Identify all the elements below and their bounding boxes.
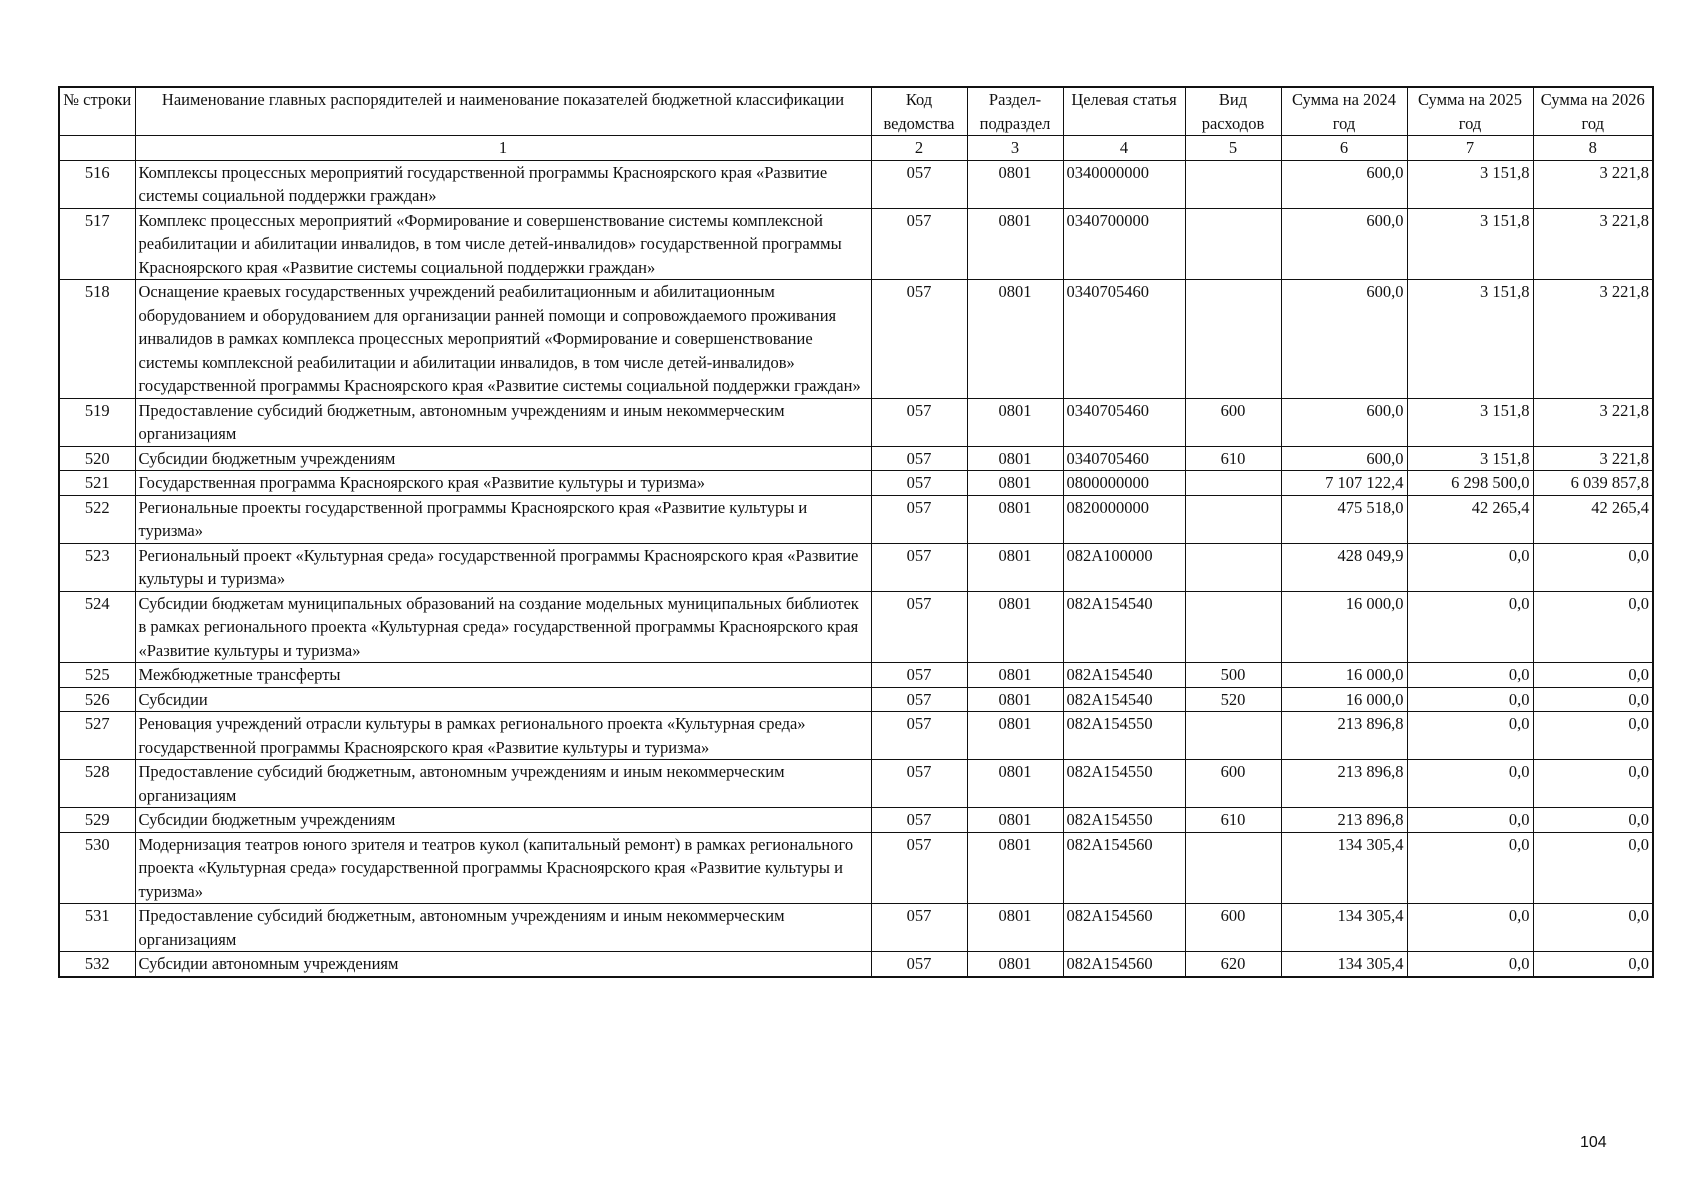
expense-type-cell xyxy=(1185,543,1281,591)
sum-2024-cell: 600,0 xyxy=(1281,446,1407,471)
sum-2025-cell: 3 151,8 xyxy=(1407,446,1533,471)
section-cell: 0801 xyxy=(967,952,1063,977)
sum-2026-cell: 42 265,4 xyxy=(1533,495,1653,543)
sum-2026-cell: 6 039 857,8 xyxy=(1533,471,1653,496)
sum-2025-cell: 0,0 xyxy=(1407,952,1533,977)
name-cell: Оснащение краевых государственных учреждений реабилитационным и абилитационным оборудованием и оборудованием для организации ранней помощи и сопровождаемого проживания инвалидов в рамках комплекса процессных мероприятий «Формирование и совершенствование системы комплексной реабилитации и абилитации инвалидов, в том числе детей-инвалидов» государственной программы Красноярского края «Развитие системы социальной поддержки граждан» xyxy=(135,280,871,399)
row-number-cell: 520 xyxy=(59,446,135,471)
department-code-cell: 057 xyxy=(871,712,967,760)
name-cell: Предоставление субсидий бюджетным, автономным учреждениям и иным некоммерческим организациям xyxy=(135,398,871,446)
table-row xyxy=(59,687,1653,712)
expense-type-cell xyxy=(1185,160,1281,208)
target-article-cell: 0340705460 xyxy=(1063,446,1185,471)
sum-2024-cell: 213 896,8 xyxy=(1281,712,1407,760)
sum-2026-cell: 0,0 xyxy=(1533,687,1653,712)
table-header-row xyxy=(59,87,1653,136)
department-code-cell: 057 xyxy=(871,663,967,688)
row-number-cell: 526 xyxy=(59,687,135,712)
name-cell: Субсидии автономным учреждениям xyxy=(135,952,871,977)
section-cell: 0801 xyxy=(967,446,1063,471)
department-code-cell: 057 xyxy=(871,160,967,208)
column-number-row xyxy=(59,136,1653,161)
name-cell: Государственная программа Красноярского края «Развитие культуры и туризма» xyxy=(135,471,871,496)
expense-type-cell xyxy=(1185,208,1281,280)
name-cell: Субсидии бюджетным учреждениям xyxy=(135,808,871,833)
column-number: 6 xyxy=(1281,136,1407,161)
column-number: 7 xyxy=(1407,136,1533,161)
sum-2024-cell: 213 896,8 xyxy=(1281,808,1407,833)
target-article-cell: 082A154540 xyxy=(1063,591,1185,663)
sum-2025-cell: 0,0 xyxy=(1407,760,1533,808)
expense-type-cell xyxy=(1185,495,1281,543)
table-row xyxy=(59,398,1653,446)
target-article-cell: 0340705460 xyxy=(1063,398,1185,446)
table-row xyxy=(59,208,1653,280)
table-body xyxy=(59,160,1653,977)
sum-2024-cell: 134 305,4 xyxy=(1281,952,1407,977)
target-article-cell: 082A154560 xyxy=(1063,832,1185,904)
department-code-cell: 057 xyxy=(871,952,967,977)
section-cell: 0801 xyxy=(967,760,1063,808)
row-number-cell: 531 xyxy=(59,904,135,952)
expense-type-cell: 600 xyxy=(1185,760,1281,808)
section-cell: 0801 xyxy=(967,398,1063,446)
table-row xyxy=(59,446,1653,471)
sum-2025-cell: 0,0 xyxy=(1407,543,1533,591)
sum-2024-cell: 134 305,4 xyxy=(1281,832,1407,904)
row-number-cell: 530 xyxy=(59,832,135,904)
department-code-cell: 057 xyxy=(871,808,967,833)
sum-2025-cell: 0,0 xyxy=(1407,591,1533,663)
name-cell: Комплексы процессных мероприятий государственной программы Красноярского края «Развитие системы социальной поддержки граждан» xyxy=(135,160,871,208)
target-article-cell: 082A154550 xyxy=(1063,760,1185,808)
expense-type-cell: 620 xyxy=(1185,952,1281,977)
section-cell: 0801 xyxy=(967,687,1063,712)
department-code-cell: 057 xyxy=(871,543,967,591)
sum-2026-cell: 0,0 xyxy=(1533,712,1653,760)
budget-table xyxy=(58,86,1654,978)
sum-2025-cell: 0,0 xyxy=(1407,663,1533,688)
column-number: 4 xyxy=(1063,136,1185,161)
sum-2026-cell: 0,0 xyxy=(1533,591,1653,663)
sum-2024-cell: 428 049,9 xyxy=(1281,543,1407,591)
row-number-cell: 517 xyxy=(59,208,135,280)
section-cell: 0801 xyxy=(967,208,1063,280)
target-article-cell: 082A154560 xyxy=(1063,904,1185,952)
sum-2026-cell: 3 221,8 xyxy=(1533,446,1653,471)
sum-2026-cell: 0,0 xyxy=(1533,760,1653,808)
column-number xyxy=(59,136,135,161)
row-number-cell: 528 xyxy=(59,760,135,808)
department-code-cell: 057 xyxy=(871,280,967,399)
table-row xyxy=(59,952,1653,977)
header-target-article: Целевая статья xyxy=(1063,87,1185,136)
header-section: Раздел-подраздел xyxy=(967,87,1063,136)
department-code-cell: 057 xyxy=(871,208,967,280)
target-article-cell: 082A154540 xyxy=(1063,663,1185,688)
row-number-cell: 532 xyxy=(59,952,135,977)
department-code-cell: 057 xyxy=(871,446,967,471)
sum-2024-cell: 213 896,8 xyxy=(1281,760,1407,808)
sum-2024-cell: 7 107 122,4 xyxy=(1281,471,1407,496)
department-code-cell: 057 xyxy=(871,471,967,496)
row-number-cell: 522 xyxy=(59,495,135,543)
sum-2026-cell: 0,0 xyxy=(1533,832,1653,904)
sum-2025-cell: 42 265,4 xyxy=(1407,495,1533,543)
name-cell: Модернизация театров юного зрителя и театров кукол (капитальный ремонт) в рамках регионального проекта «Культурная среда» государственной программы Красноярского края «Развитие культуры и туризма» xyxy=(135,832,871,904)
header-sum-2026: Сумма на 2026 год xyxy=(1533,87,1653,136)
header-name: Наименование главных распорядителей и наименование показателей бюджетной классификации xyxy=(135,87,871,136)
section-cell: 0801 xyxy=(967,160,1063,208)
table-row xyxy=(59,280,1653,399)
expense-type-cell xyxy=(1185,712,1281,760)
sum-2026-cell: 0,0 xyxy=(1533,808,1653,833)
section-cell: 0801 xyxy=(967,904,1063,952)
sum-2025-cell: 0,0 xyxy=(1407,712,1533,760)
sum-2024-cell: 16 000,0 xyxy=(1281,687,1407,712)
section-cell: 0801 xyxy=(967,712,1063,760)
row-number-cell: 521 xyxy=(59,471,135,496)
sum-2025-cell: 3 151,8 xyxy=(1407,280,1533,399)
target-article-cell: 0340700000 xyxy=(1063,208,1185,280)
target-article-cell: 082A154560 xyxy=(1063,952,1185,977)
expense-type-cell: 500 xyxy=(1185,663,1281,688)
sum-2026-cell: 3 221,8 xyxy=(1533,208,1653,280)
table-row xyxy=(59,160,1653,208)
table-row xyxy=(59,904,1653,952)
sum-2026-cell: 3 221,8 xyxy=(1533,160,1653,208)
name-cell: Субсидии бюджетным учреждениям xyxy=(135,446,871,471)
table-row xyxy=(59,808,1653,833)
header-sum-2024: Сумма на 2024 год xyxy=(1281,87,1407,136)
table-row xyxy=(59,663,1653,688)
table-row xyxy=(59,495,1653,543)
column-number: 3 xyxy=(967,136,1063,161)
table-row xyxy=(59,543,1653,591)
name-cell: Региональный проект «Культурная среда» государственной программы Красноярского края «Развитие культуры и туризма» xyxy=(135,543,871,591)
sum-2025-cell: 0,0 xyxy=(1407,904,1533,952)
name-cell: Межбюджетные трансферты xyxy=(135,663,871,688)
sum-2024-cell: 475 518,0 xyxy=(1281,495,1407,543)
department-code-cell: 057 xyxy=(871,687,967,712)
section-cell: 0801 xyxy=(967,663,1063,688)
table-row xyxy=(59,832,1653,904)
section-cell: 0801 xyxy=(967,808,1063,833)
expense-type-cell: 610 xyxy=(1185,808,1281,833)
sum-2026-cell: 0,0 xyxy=(1533,952,1653,977)
table-row xyxy=(59,712,1653,760)
column-number: 8 xyxy=(1533,136,1653,161)
sum-2025-cell: 0,0 xyxy=(1407,687,1533,712)
sum-2024-cell: 16 000,0 xyxy=(1281,663,1407,688)
expense-type-cell xyxy=(1185,832,1281,904)
sum-2024-cell: 600,0 xyxy=(1281,208,1407,280)
table-row xyxy=(59,471,1653,496)
name-cell: Комплекс процессных мероприятий «Формирование и совершенствование системы комплексной реабилитации и абилитации инвалидов, в том числе детей-инвалидов» государственной программы Красноярского края «Развитие системы социальной поддержки граждан» xyxy=(135,208,871,280)
department-code-cell: 057 xyxy=(871,398,967,446)
row-number-cell: 524 xyxy=(59,591,135,663)
name-cell: Региональные проекты государственной программы Красноярского края «Развитие культуры и туризма» xyxy=(135,495,871,543)
row-number-cell: 527 xyxy=(59,712,135,760)
row-number-cell: 518 xyxy=(59,280,135,399)
header-row-number: № строки xyxy=(59,87,135,136)
expense-type-cell xyxy=(1185,280,1281,399)
expense-type-cell: 520 xyxy=(1185,687,1281,712)
department-code-cell: 057 xyxy=(871,904,967,952)
header-department-code: Код ведомства xyxy=(871,87,967,136)
sum-2025-cell: 0,0 xyxy=(1407,832,1533,904)
department-code-cell: 057 xyxy=(871,591,967,663)
department-code-cell: 057 xyxy=(871,832,967,904)
target-article-cell: 082A100000 xyxy=(1063,543,1185,591)
sum-2026-cell: 3 221,8 xyxy=(1533,398,1653,446)
sum-2024-cell: 16 000,0 xyxy=(1281,591,1407,663)
expense-type-cell: 600 xyxy=(1185,398,1281,446)
sum-2025-cell: 0,0 xyxy=(1407,808,1533,833)
row-number-cell: 529 xyxy=(59,808,135,833)
target-article-cell: 0800000000 xyxy=(1063,471,1185,496)
header-sum-2025: Сумма на 2025 год xyxy=(1407,87,1533,136)
target-article-cell: 0340705460 xyxy=(1063,280,1185,399)
name-cell: Субсидии бюджетам муниципальных образований на создание модельных муниципальных библиотек в рамках регионального проекта «Культурная среда» государственной программы Красноярского края «Развитие культуры и туризма» xyxy=(135,591,871,663)
name-cell: Реновация учреждений отрасли культуры в рамках регионального проекта «Культурная среда» государственной программы Красноярского края «Развитие культуры и туризма» xyxy=(135,712,871,760)
table-row xyxy=(59,760,1653,808)
sum-2026-cell: 0,0 xyxy=(1533,663,1653,688)
section-cell: 0801 xyxy=(967,591,1063,663)
expense-type-cell xyxy=(1185,591,1281,663)
expense-type-cell: 610 xyxy=(1185,446,1281,471)
row-number-cell: 519 xyxy=(59,398,135,446)
row-number-cell: 523 xyxy=(59,543,135,591)
target-article-cell: 0820000000 xyxy=(1063,495,1185,543)
page-number: 104 xyxy=(1580,1134,1607,1151)
expense-type-cell: 600 xyxy=(1185,904,1281,952)
department-code-cell: 057 xyxy=(871,760,967,808)
header-expense-type: Вид расходов xyxy=(1185,87,1281,136)
target-article-cell: 082A154550 xyxy=(1063,808,1185,833)
sum-2025-cell: 3 151,8 xyxy=(1407,398,1533,446)
target-article-cell: 082A154550 xyxy=(1063,712,1185,760)
column-number: 2 xyxy=(871,136,967,161)
sum-2024-cell: 600,0 xyxy=(1281,398,1407,446)
section-cell: 0801 xyxy=(967,280,1063,399)
sum-2025-cell: 6 298 500,0 xyxy=(1407,471,1533,496)
sum-2026-cell: 3 221,8 xyxy=(1533,280,1653,399)
section-cell: 0801 xyxy=(967,832,1063,904)
sum-2026-cell: 0,0 xyxy=(1533,543,1653,591)
sum-2024-cell: 600,0 xyxy=(1281,160,1407,208)
name-cell: Предоставление субсидий бюджетным, автономным учреждениям и иным некоммерческим организациям xyxy=(135,760,871,808)
expense-type-cell xyxy=(1185,471,1281,496)
target-article-cell: 082A154540 xyxy=(1063,687,1185,712)
sum-2025-cell: 3 151,8 xyxy=(1407,208,1533,280)
table-row xyxy=(59,591,1653,663)
row-number-cell: 525 xyxy=(59,663,135,688)
section-cell: 0801 xyxy=(967,543,1063,591)
sum-2026-cell: 0,0 xyxy=(1533,904,1653,952)
row-number-cell: 516 xyxy=(59,160,135,208)
department-code-cell: 057 xyxy=(871,495,967,543)
name-cell: Предоставление субсидий бюджетным, автономным учреждениям и иным некоммерческим организациям xyxy=(135,904,871,952)
sum-2024-cell: 600,0 xyxy=(1281,280,1407,399)
sum-2025-cell: 3 151,8 xyxy=(1407,160,1533,208)
name-cell: Субсидии xyxy=(135,687,871,712)
column-number: 5 xyxy=(1185,136,1281,161)
section-cell: 0801 xyxy=(967,495,1063,543)
target-article-cell: 0340000000 xyxy=(1063,160,1185,208)
column-number: 1 xyxy=(135,136,871,161)
section-cell: 0801 xyxy=(967,471,1063,496)
sum-2024-cell: 134 305,4 xyxy=(1281,904,1407,952)
